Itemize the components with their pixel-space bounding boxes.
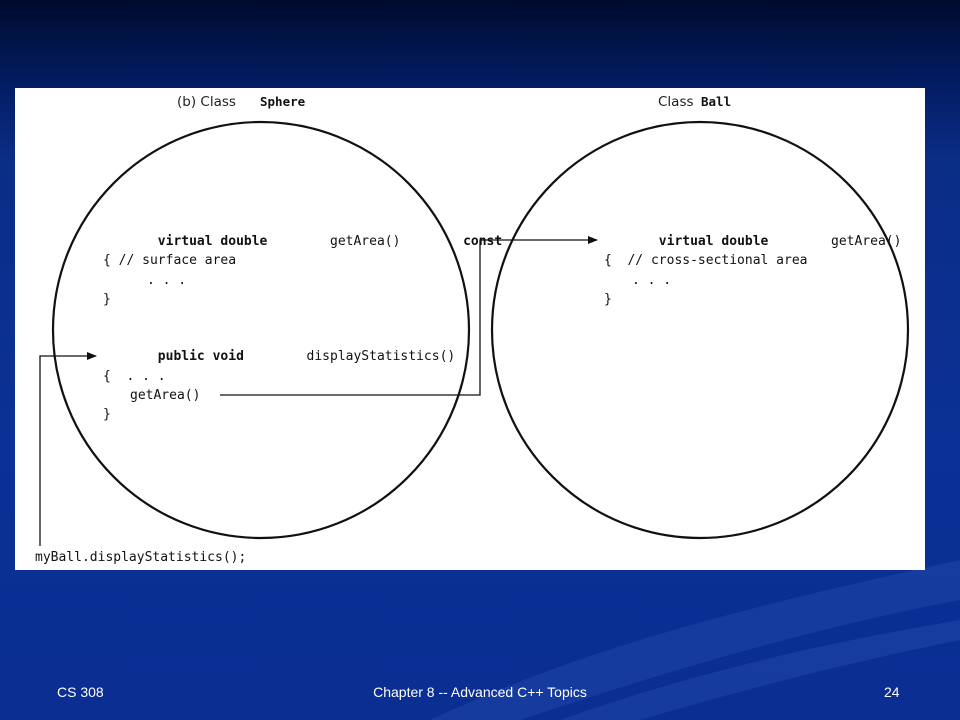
ball-getarea-close: }	[604, 292, 612, 307]
ball-getarea-ellipsis: . . .	[632, 273, 672, 288]
sphere-caption: (b) Class	[177, 94, 236, 110]
ball-getarea-body: { // cross-sectional area	[604, 253, 808, 268]
ball-circle	[492, 122, 908, 538]
sphere-display-keywords: public void	[157, 349, 252, 364]
sphere-circle	[53, 122, 469, 538]
class-diagram	[15, 88, 925, 570]
ball-getarea-keywords: virtual double	[658, 234, 777, 249]
call-arrow-display	[40, 356, 96, 546]
footer-title: Chapter 8 -- Advanced C++ Topics	[373, 684, 587, 700]
ball-getarea-name: getArea()	[831, 234, 910, 249]
sphere-getarea-name: getArea()	[330, 234, 409, 249]
footer-course: CS 308	[57, 684, 104, 700]
sphere-display-call: getArea()	[130, 388, 201, 403]
sphere-getarea-keywords: virtual double	[157, 234, 276, 249]
diagram-panel	[15, 88, 925, 570]
sphere-display-name: displayStatistics()	[306, 349, 456, 364]
sphere-display-close: }	[103, 407, 111, 422]
sphere-getarea-close: }	[103, 292, 111, 307]
sphere-class-name: Sphere	[260, 94, 306, 109]
ball-getarea-signature	[604, 234, 925, 249]
sphere-getarea-const: const	[463, 234, 503, 249]
sphere-display-body: { . . .	[103, 369, 166, 384]
footer-page-number: 24	[884, 684, 900, 700]
sphere-getarea-ellipsis: . . .	[147, 273, 187, 288]
caller-statement: myBall.displayStatistics();	[35, 550, 247, 565]
call-arrow-getarea	[220, 240, 597, 395]
sphere-display-signature	[103, 349, 494, 364]
ball-caption: Class	[658, 94, 694, 110]
ball-class-name: Ball	[701, 94, 732, 109]
sphere-getarea-signature	[103, 234, 541, 249]
sphere-getarea-body: { // surface area	[103, 253, 237, 268]
